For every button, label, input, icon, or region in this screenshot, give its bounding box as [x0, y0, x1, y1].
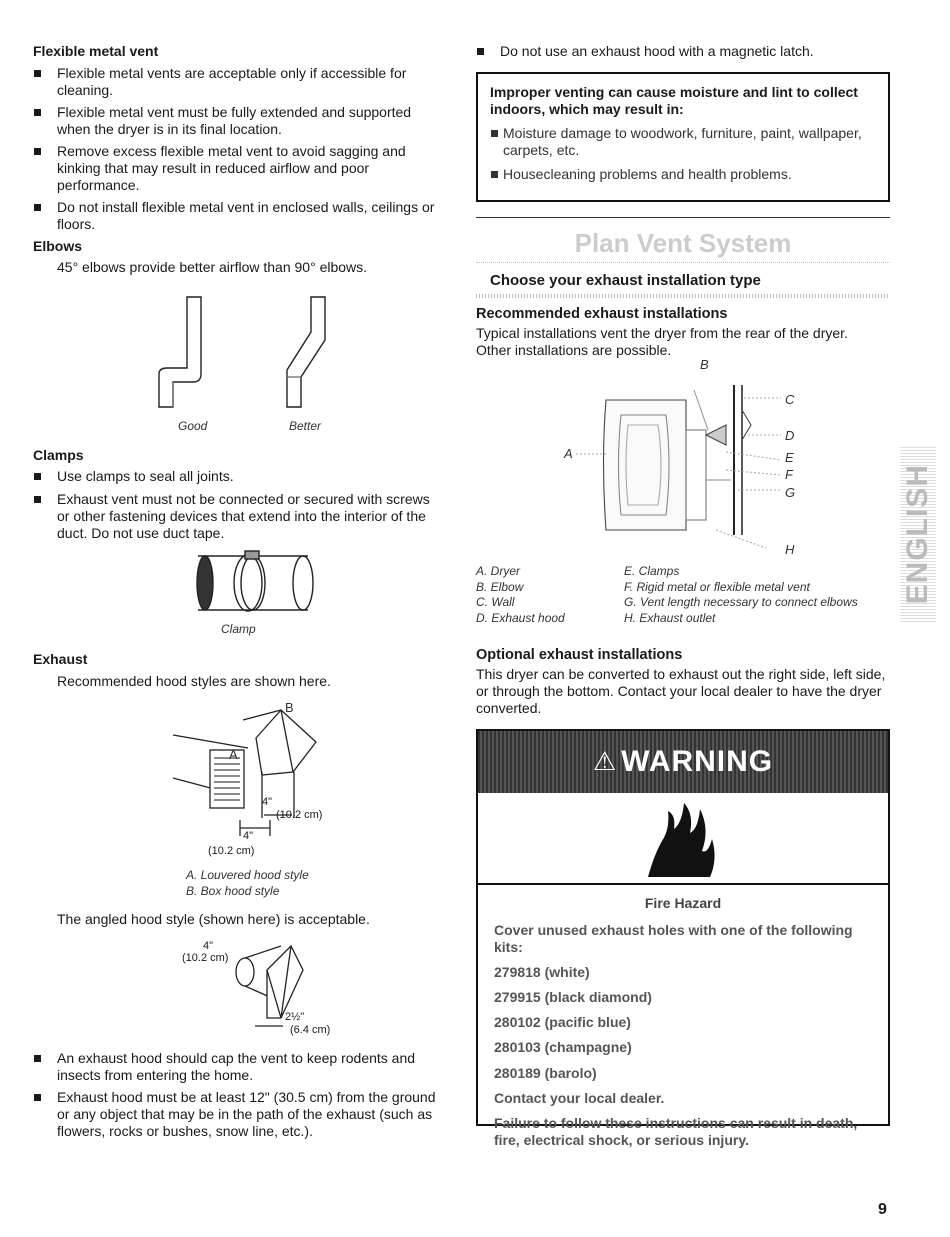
- clamp-caption: Clamp: [221, 622, 256, 636]
- angled-dim-top-cm: (10.2 cm): [182, 952, 229, 964]
- diagram-label-b: B: [700, 357, 709, 372]
- angled-dim-bottom: 2½": [285, 1011, 305, 1023]
- good-caption: Good: [178, 419, 208, 433]
- diagram-label-f: F: [785, 467, 793, 482]
- legend-wall: C. Wall: [476, 595, 515, 610]
- flex-bullet-3: Remove excess flexible metal vent to avoid sagging and kinking that may result in reduced airflow and poor performance.: [33, 143, 445, 194]
- kit-white: 279818 (white): [494, 964, 590, 981]
- recommended-text: Typical installations vent the dryer from the rear of the dryer. Other installations are possible.: [476, 325, 848, 359]
- legend-clamps: E. Clamps: [624, 564, 680, 578]
- angled-dim-top: 4": [203, 940, 214, 952]
- page-number: 9: [878, 1201, 887, 1218]
- clamps-heading: Clamps: [33, 447, 84, 463]
- legend-vent: F. Rigid metal or flexible metal vent: [624, 579, 810, 594]
- diagram-label-g: G: [785, 485, 796, 500]
- flex-bullet-4: Do not install flexible metal vent in enclosed walls, ceilings or floors.: [33, 199, 445, 233]
- box-dim-cm: (10.2 cm): [276, 809, 323, 821]
- diagram-label-a: A: [564, 446, 573, 461]
- louver-dim: 4": [243, 830, 254, 842]
- legend-elbow: B. Elbow: [476, 579, 524, 594]
- hood-label-a: A: [229, 747, 238, 762]
- flex-bullet-1: Flexible metal vents are acceptable only if accessible for cleaning.: [33, 65, 445, 99]
- section-title: Plan Vent System: [574, 228, 792, 258]
- warning-header: [478, 731, 888, 793]
- side-tab-label: ENGLISH: [900, 464, 934, 605]
- diagram-label-e: E: [785, 450, 794, 465]
- optional-text: This dryer can be converted to exhaust out the right side, left side, or through the bottom. Contact your local dealer to have the dryer converted.: [476, 666, 886, 717]
- louver-dim-cm: (10.2 cm): [208, 845, 255, 857]
- diagram-label-c: C: [785, 392, 795, 407]
- kit-barolo: 280189 (barolo): [494, 1064, 597, 1081]
- installation-diagram: [576, 370, 796, 560]
- exhaust-heading: Exhaust: [33, 651, 88, 667]
- exhaust-bullet-1: An exhaust hood should cap the vent to keep rodents and insects from entering the home.: [33, 1050, 445, 1084]
- diagram-label-d: D: [785, 428, 795, 443]
- warning-box: [476, 729, 890, 1148]
- warning-body: [478, 885, 888, 1171]
- warning-triangle-icon: ⚠: [592, 746, 618, 777]
- angled-dim-bottom-cm: (6.4 cm): [290, 1024, 331, 1036]
- section-dotted-rule: [476, 262, 890, 263]
- moisture-notice-box: [476, 72, 890, 202]
- legend-exhaust-hood: D. Exhaust hood: [476, 610, 565, 625]
- contact-dealer: Contact your local dealer.: [494, 1089, 665, 1106]
- kit-black-diamond: 279915 (black diamond): [494, 989, 652, 1006]
- better-caption: Better: [289, 419, 322, 433]
- subsection-title: Choose your exhaust installation type: [490, 272, 761, 289]
- legend-dryer: A. Dryer: [476, 564, 521, 578]
- failure-warning: Failure to follow these instructions can result in death, fire, electrical shock, or serious injury.: [494, 1114, 858, 1148]
- notice-bullet-2: Housecleaning problems and health problems.: [490, 166, 876, 183]
- optional-heading: Optional exhaust installations: [476, 647, 683, 663]
- warning-intro: Cover unused exhaust holes with one of the following kits:: [494, 922, 853, 956]
- elbow-diagram: [143, 292, 363, 412]
- warning-title: WARNING: [621, 744, 774, 778]
- diagram-label-h: H: [785, 542, 795, 557]
- section-rule: [476, 217, 890, 218]
- clamps-bullet-2: Exhaust vent must not be connected or secured with screws or other fastening devices that extend into the interior of the duct. Do not use duct tape.: [33, 491, 445, 542]
- legend-exhaust-outlet: H. Exhaust outlet: [624, 610, 716, 625]
- notice-title: Improper venting can cause moisture and lint to collect indoors, which may result in:: [490, 84, 858, 118]
- legend-right: [624, 564, 858, 626]
- flexible-vent-heading: Flexible metal vent: [33, 43, 159, 59]
- legend-vent-length: G. Vent length necessary to connect elbows: [624, 595, 858, 610]
- angled-hood-text: The angled hood style (shown here) is acceptable.: [57, 911, 370, 927]
- hood-styles-diagram: [168, 700, 338, 845]
- clamp-diagram: [193, 548, 323, 618]
- hood-caption-a: A. Louvered hood style: [186, 868, 309, 882]
- fire-hazard-title: Fire Hazard: [644, 895, 722, 911]
- fire-hazard-pictogram: [478, 793, 888, 885]
- hood-label-b: B: [285, 700, 294, 715]
- magnetic-latch-bullet: Do not use an exhaust hood with a magnetic latch.: [476, 43, 890, 60]
- elbows-heading: Elbows: [33, 238, 83, 254]
- kit-champagne: 280103 (champagne): [494, 1039, 632, 1056]
- language-side-tab: [900, 447, 936, 622]
- clamps-bullet-1: Use clamps to seal all joints.: [33, 468, 445, 485]
- fire-icon: [640, 799, 720, 879]
- elbows-text: 45° elbows provide better airflow than 90° elbows.: [57, 259, 368, 275]
- recommended-heading: Recommended exhaust installations: [476, 306, 728, 322]
- flex-bullet-2: Flexible metal vent must be fully extended and supported when the dryer is in its final location.: [33, 104, 445, 138]
- kit-pacific-blue: 280102 (pacific blue): [494, 1014, 631, 1031]
- exhaust-bullet-2: Exhaust hood must be at least 12" (30.5 cm) from the ground or any object that may be in the path of the exhaust (such as flowers, rocks or bushes, snow line, etc.).: [33, 1089, 445, 1140]
- hood-caption-b: B. Box hood style: [186, 884, 280, 898]
- exhaust-text: Recommended hood styles are shown here.: [57, 673, 331, 689]
- notice-bullet-1: Moisture damage to woodwork, furniture, paint, wallpaper, carpets, etc.: [490, 125, 876, 159]
- box-dim: 4": [262, 796, 273, 808]
- legend-left: [476, 564, 565, 626]
- subsection-rule: [476, 294, 890, 298]
